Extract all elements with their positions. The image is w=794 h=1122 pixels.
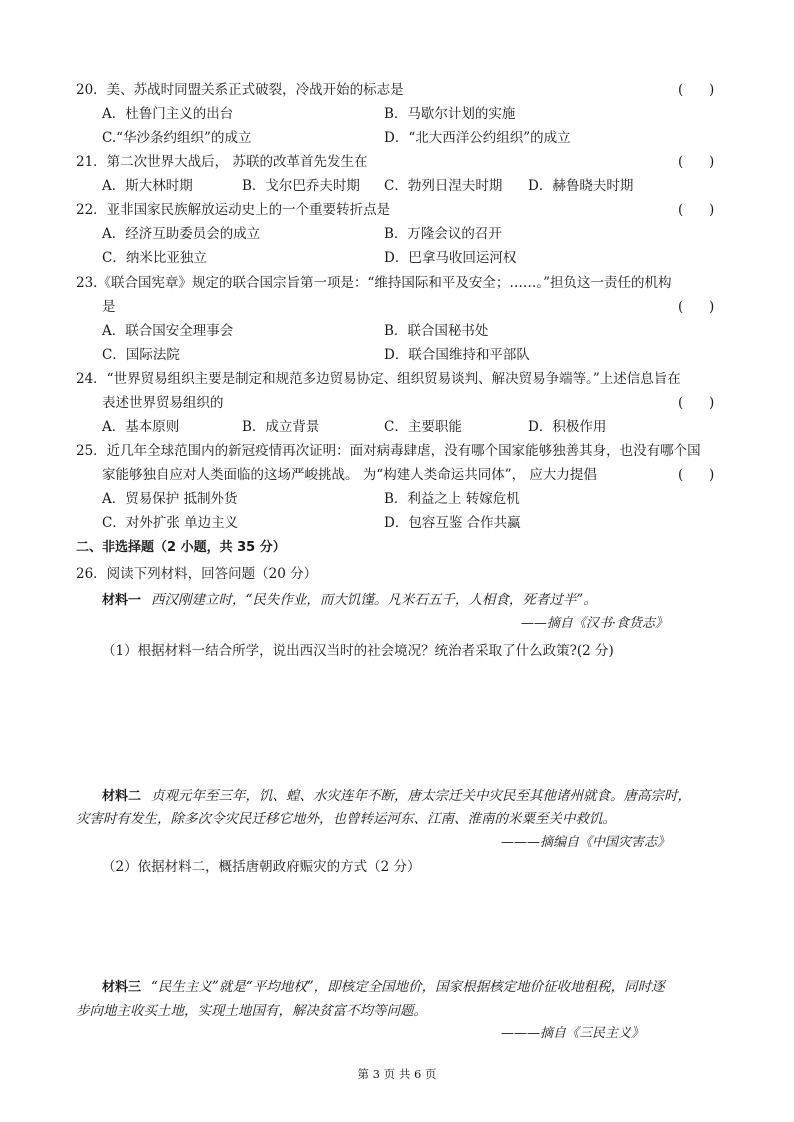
question-23-option-c: C．国际法院 <box>102 347 180 363</box>
material-3-line-2: 步向地主收买土地，实现土地国有，解决贫富不均等问题。 <box>76 1003 427 1019</box>
question-21-option-a: A．斯大林时期 <box>102 178 193 194</box>
material-3 <box>102 978 665 997</box>
question-20-answer-blank: ( ) <box>678 82 715 98</box>
material-3-label: 材料三 <box>102 980 142 995</box>
question-20-option-a: A．杜鲁门主义的出台 <box>102 106 234 122</box>
question-21-option-d: D．赫鲁晓夫时期 <box>528 178 634 194</box>
question-25-option-d: D．包容互鉴 合作共赢 <box>384 515 521 531</box>
material-2-source: ———摘编自《中国灾害志》 <box>500 835 670 850</box>
question-23-answer-blank: ( ) <box>678 299 715 315</box>
question-23-option-b: B．联合国秘书处 <box>384 323 489 339</box>
material-2-label: 材料二 <box>102 789 142 804</box>
question-22-option-c: C．纳米比亚独立 <box>102 250 207 266</box>
question-24-stem: 24．“世界贸易组织主要是制定和规范多边贸易协定、组织贸易谈判、解决贸易争端等。”上述信息旨在 <box>76 371 681 387</box>
question-23-stem-continued: 是 <box>102 299 116 315</box>
question-20-option-d: D．“北大西洋公约组织”的成立 <box>384 130 571 146</box>
material-1-text: 西汉刚建立时，“民失作业，而大饥馑。凡米石五千，人相食，死者过半”。 <box>151 592 597 608</box>
sub-question-1: （1）根据材料一结合所学，说出西汉当时的社会境况？统治者采取了什么政策?(2 分) <box>102 643 614 659</box>
question-20-option-b: B．马歇尔计划的实施 <box>384 106 516 122</box>
material-3-source: ———摘自《三民主义》 <box>500 1026 644 1041</box>
question-24-option-b: B．成立背景 <box>242 419 320 435</box>
question-21-option-b: B．戈尔巴乔夫时期 <box>242 178 360 194</box>
question-25-answer-blank: ( ) <box>678 467 715 483</box>
material-3-line-1: “民生主义”就是“平均地权”，即核定全国地价，国家根据核定地价征收地租税，同时逐 <box>151 979 665 995</box>
question-26-stem: 26．阅读下列材料，回答问题（20 分） <box>76 566 318 582</box>
section-heading: 二、非选择题（2 小题，共 35 分） <box>76 540 286 555</box>
question-22-option-d: D．巴拿马收回运河权 <box>384 250 517 266</box>
question-23-stem: 23.《联合国宪章》规定的联合国宗旨第一项是：“维持国际和平及安全；……。”担负这一责任的机构 <box>76 275 672 291</box>
material-1-label: 材料一 <box>102 593 142 608</box>
question-20-stem: 20．美、苏战时同盟关系正式破裂，冷战开始的标志是 <box>76 82 404 98</box>
sub-question-2: （2）依据材料二，概括唐朝政府赈灾的方式（2 分） <box>102 859 421 875</box>
question-24-stem-continued: 表述世界贸易组织的 <box>102 395 224 411</box>
question-22-option-b: B．万隆会议的召开 <box>384 226 502 242</box>
question-22-answer-blank: ( ) <box>678 202 715 218</box>
question-20-option-c: C.“华沙条约组织”的成立 <box>102 130 252 146</box>
material-3-continued <box>76 1002 427 1020</box>
question-24-answer-blank: ( ) <box>678 395 715 411</box>
question-25-stem: 25．近几年全球范围内的新冠疫情再次证明：面对病毒肆虐，没有哪个国家能够独善其身，也没有哪个国 <box>76 443 701 459</box>
material-2 <box>102 787 691 806</box>
question-23-option-d: D．联合国维持和平部队 <box>384 347 530 363</box>
question-22-stem: 22．亚非国家民族解放运动史上的一个重要转折点是 <box>76 202 391 218</box>
material-2-line-1: 贞观元年至三年，饥、蝗、水灾连年不断，唐太宗迁关中灾民至其他诸州就食。唐高宗时， <box>151 788 692 804</box>
question-25-stem-continued: 家能够独自应对人类面临的这场严峻挑战。 为“构建人类命运共同体”， 应大力提倡 <box>102 467 597 483</box>
question-24-option-a: A．基本原则 <box>102 419 180 435</box>
question-23-option-a: A．联合国安全理事会 <box>102 323 234 339</box>
question-24-option-d: D．积极作用 <box>528 419 607 435</box>
question-25-option-b: B．利益之上 转嫁危机 <box>384 491 520 507</box>
material-2-line-2: 灾害时有发生，除多次令灾民迁移它地外，也曾转运河东、江南、淮南的米粟至关中救饥。 <box>76 811 616 827</box>
question-21-stem: 21．第二次世界大战后， 苏联的改革首先发生在 <box>76 154 368 170</box>
question-21-option-c: C．勃列日涅夫时期 <box>384 178 503 194</box>
page-footer: 第 3 页 共 6 页 <box>357 1067 437 1081</box>
question-24-option-c: C．主要职能 <box>384 419 462 435</box>
material-1 <box>102 591 597 610</box>
material-1-source: ——摘自《汉书·食货志》 <box>520 616 668 631</box>
question-21-answer-blank: ( ) <box>678 154 715 170</box>
question-25-option-a: A．贸易保护 抵制外货 <box>102 491 238 507</box>
question-22-option-a: A．经济互助委员会的成立 <box>102 226 261 242</box>
material-2-continued <box>76 810 616 828</box>
question-25-option-c: C．对外扩张 单边主义 <box>102 515 239 531</box>
